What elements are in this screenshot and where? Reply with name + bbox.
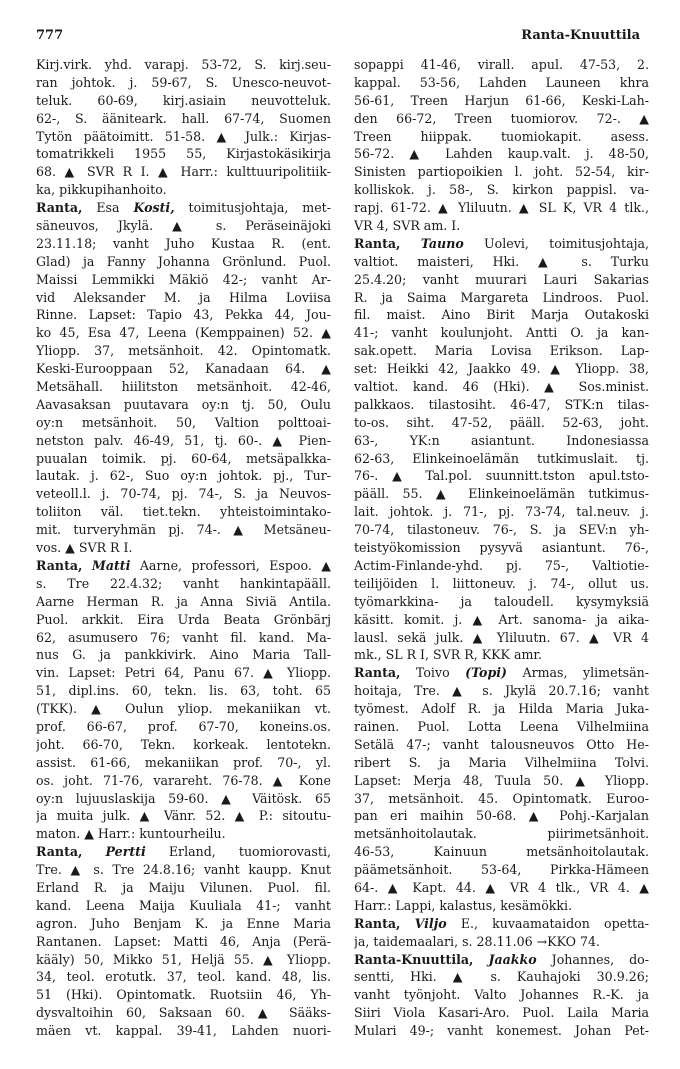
entry-heading-line	[36, 199, 331, 217]
entry-surname: Ranta-Knuuttila,	[354, 951, 474, 967]
text-line	[354, 986, 649, 1004]
text-line	[36, 128, 331, 146]
entry-heading-line	[36, 843, 331, 861]
line-text: Rinne. Lapset: Tapio 43, Pekka 44, Jou-	[36, 307, 331, 323]
text-line	[354, 861, 649, 879]
line-text: den 66-72, Treen tuomiorov. 72-. ▲	[354, 110, 649, 126]
text-line	[354, 700, 649, 718]
line-text: 25.4.20; vanht muurari Lauri Sakarias	[354, 271, 649, 287]
line-text: Erland R. ja Maiju Vilunen. Puol. fil.	[36, 879, 331, 895]
running-head: Ranta-Knuuttila	[521, 28, 640, 43]
text-line	[354, 181, 649, 199]
text-line	[354, 271, 649, 289]
text-line	[36, 915, 331, 933]
line-text: Mulari 49-; vanht konemest. Johan Pet-	[354, 1023, 649, 1039]
text-line	[354, 736, 649, 754]
line-text: 70-74, tilastoneuv. 76-, S. ja SEV:n yh-	[354, 522, 649, 538]
text-line	[36, 289, 331, 307]
line-text: 37, metsänhoit. 45. Opintomatk. Euroo-	[354, 790, 649, 806]
text-line	[36, 450, 331, 468]
line-text: pan eri maihin 50-68. ▲ Pohj.-Karjalan	[354, 808, 649, 824]
text-line	[354, 485, 649, 503]
entry-given-name: Kosti,	[133, 200, 175, 216]
line-text: valtiot. kand. 46 (Hki). ▲ Sos.minist.	[354, 379, 649, 395]
text-line	[36, 861, 331, 879]
line-text: ran johtok. j. 59-67, S. Unesco-neuvot-	[36, 74, 331, 90]
text-line	[354, 575, 649, 593]
line-text: Lapset: Merja 48, Tuula 50. ▲ Yliopp.	[354, 772, 649, 788]
text-line	[354, 646, 649, 664]
line-text: Puol. arkkit. Eira Urda Beata Grönbärj	[36, 611, 331, 627]
line-text	[473, 952, 488, 967]
line-text: ribert S. ja Maria Vilhelmiina Tolvi.	[354, 754, 649, 770]
text-line	[354, 378, 649, 396]
line-text: työmest. Adolf R. ja Hilda Maria Juka-	[354, 701, 649, 717]
text-line	[354, 199, 649, 217]
text-line	[354, 897, 649, 915]
entry-heading-line	[354, 951, 649, 969]
line-text: assist. 61-66, mekaniikan prof. 70-, yl.	[36, 754, 331, 770]
text-line	[354, 342, 649, 360]
text-line	[36, 324, 331, 342]
line-text: ja muita julk. ▲ Vänr. 52. ▲ P.: sitoutu-	[36, 808, 331, 824]
line-text: palkkaos. tilastosiht. 46-47, STK:n tilas-	[354, 396, 649, 412]
line-text: 51 (Hki). Opintomatk. Ruotsiin 46, Yh-	[36, 987, 331, 1003]
text-line	[354, 629, 649, 647]
line-text: netston palv. 46-49, 51, tj. 60-. ▲ Pien-	[36, 432, 331, 448]
text-line	[354, 128, 649, 146]
line-text: rapj. 61-72. ▲ Yliluutn. ▲ SL K, VR 4 tlk.,	[354, 200, 649, 216]
text-line	[354, 414, 649, 432]
text-line	[36, 575, 331, 593]
line-text: sopappi 41-46, virall. apul. 47-53, 2.	[354, 57, 649, 72]
line-text: 56-61, Treen Harjun 61-66, Keski-Lah-	[354, 92, 649, 108]
line-text: kappal. 53-56, Lahden Launeen khra	[354, 74, 649, 90]
line-text: Metsähall. hiilitston metsänhoit. 42-46,	[36, 379, 331, 395]
line-text: 62-, S. ääniteark. hall. 67-74, Suomen	[36, 110, 331, 126]
text-line	[36, 110, 331, 128]
line-text: lait. johtok. j. 71-, pj. 73-74, tal.neuv. j.	[354, 504, 649, 520]
entry-heading-line	[354, 915, 649, 933]
text-line	[354, 843, 649, 861]
line-text: vos. ▲ SVR R I.	[36, 540, 133, 556]
line-text: Actim-Finlande-yhd. pj. 75-, Valtiotie-	[354, 557, 649, 573]
text-line	[354, 825, 649, 843]
text-line	[36, 611, 331, 629]
line-text: teistyökomission pysyvä asiantunt. 76-,	[354, 540, 649, 556]
line-text: vin. Lapset: Petri 64, Panu 67. ▲ Yliopp.	[36, 665, 331, 681]
text-line	[36, 521, 331, 539]
line-text: valtiot. maisteri, Hki. ▲ s. Turku	[354, 253, 649, 269]
entry-surname: Ranta,	[354, 665, 401, 681]
text-line	[354, 879, 649, 897]
line-text: vanht työnjoht. Valto Johannes R.-K. ja	[354, 987, 649, 1003]
text-line	[354, 324, 649, 342]
line-text: Johannes, do-	[536, 951, 649, 967]
text-line	[354, 360, 649, 378]
line-text: Glad) ja Fanny Johanna Grönlund. Puol.	[36, 253, 331, 269]
line-text	[82, 844, 105, 859]
line-text: ka, pikkupihanhoito.	[36, 182, 167, 198]
text-line	[36, 271, 331, 289]
text-line	[354, 1022, 649, 1040]
text-line	[36, 306, 331, 324]
line-text: metsänhoitolautak. piirimetsänhoit.	[354, 826, 649, 842]
line-text: veteoll.l. j. 70-74, pj. 74-, S. ja Neuvos-	[36, 486, 331, 502]
text-line	[354, 557, 649, 575]
line-text: 64-. ▲ Kapt. 44. ▲ VR 4 tlk., VR 4. ▲	[354, 879, 649, 895]
text-line	[36, 1022, 331, 1040]
text-line	[36, 378, 331, 396]
line-text: R. ja Saima Margareta Lindroos. Puol.	[354, 289, 649, 305]
line-text: Keski-Eurooppaan 52, Kanadaan 64. ▲	[36, 361, 331, 377]
text-line	[36, 629, 331, 647]
line-text: tomatrikkeli 1955 55, Kirjastokäsikirja	[36, 146, 331, 162]
entry-heading-line	[36, 557, 331, 575]
entry-surname: Ranta,	[354, 915, 401, 931]
line-text: oy:n lujuuslaskija 59-60. ▲ Väitösk. 65	[36, 790, 331, 806]
line-text: sak.opett. Maria Lovisa Erikson. Lap-	[354, 343, 649, 359]
text-line	[354, 145, 649, 163]
text-line	[36, 360, 331, 378]
text-line	[36, 682, 331, 700]
line-text: Treen hiippak. tuomiokapit. asess.	[354, 128, 649, 144]
entry-given-name: Pertti	[105, 844, 146, 860]
line-text: Erland, tuomiorovasti,	[145, 844, 331, 860]
line-text: Tytön päätoimitt. 51-58. ▲ Julk.: Kirjas-	[36, 128, 331, 144]
entry-surname: Ranta,	[36, 844, 83, 860]
text-line	[36, 718, 331, 736]
line-text: käsitt. komit. j. ▲ Art. sanoma- ja aika-	[354, 611, 649, 627]
text-line	[354, 253, 649, 271]
line-text: set: Heikki 42, Jaakko 49. ▲ Yliopp. 38,	[354, 361, 649, 377]
line-text: Maissi Lemmikki Mäkiö 42-; vanht Ar-	[36, 271, 331, 287]
text-line	[36, 181, 331, 199]
page-header	[36, 28, 640, 46]
entry-surname: Ranta,	[36, 557, 83, 573]
line-text: agron. Juho Benjam K. ja Enne Maria	[36, 915, 331, 931]
entry-heading-line	[354, 664, 649, 682]
entry-surname: Ranta,	[36, 200, 83, 216]
entry-given-name: Jaakko	[488, 951, 537, 967]
text-line	[354, 593, 649, 611]
text-line	[36, 790, 331, 808]
line-text: joht. 66-70, Tekn. korkeak. lentotekn.	[36, 736, 331, 752]
line-text: mk., SL R I, SVR R, KKK amr.	[354, 647, 543, 663]
text-line	[36, 485, 331, 503]
line-text: oy:n metsänhoit. 50, Valtion polttoai-	[36, 414, 331, 430]
text-line	[36, 539, 331, 557]
line-text: 41-; vanht koulunjoht. Antti O. ja kan-	[354, 325, 649, 341]
line-text: prof. 66-67, prof. 67-70, koneins.os.	[36, 718, 331, 734]
line-text: maton. ▲ Harr.: kuntourheilu.	[36, 826, 226, 842]
text-line	[36, 664, 331, 682]
line-text: Uolevi, toimitusjohtaja,	[463, 235, 649, 251]
text-line	[354, 74, 649, 92]
text-line	[354, 772, 649, 790]
line-text: kand. Leena Maija Kuuliala 41-; vanht	[36, 897, 331, 913]
text-line	[36, 467, 331, 485]
text-line	[36, 503, 331, 521]
text-line	[36, 163, 331, 181]
line-text: Rantanen. Lapset: Matti 46, Anja (Perä-	[36, 933, 331, 949]
line-text: to-os. siht. 47-52, pääll. 52-63, joht.	[354, 414, 649, 430]
entry-given-name: Viljo	[414, 915, 447, 931]
line-text: Aavasaksan puutavara oy:n tj. 50, Oulu	[36, 396, 331, 412]
text-line	[36, 593, 331, 611]
text-line	[36, 396, 331, 414]
text-line	[354, 1004, 649, 1022]
line-text: 76-. ▲ Tal.pol. suunnitt.tston apul.tsto-	[354, 468, 649, 484]
line-text: 63-, YK:n asiantunt. Indonesiassa	[354, 432, 649, 448]
line-text: 62-63, Elinkeinoelämän tutkimuslait. tj.	[354, 450, 649, 466]
entry-given-name: Matti	[91, 557, 131, 573]
text-line	[36, 879, 331, 897]
text-line	[36, 1004, 331, 1022]
text-line	[36, 968, 331, 986]
line-text: päämetsänhoit. 53-64, Pirkka-Hämeen	[354, 862, 649, 878]
line-text: lautak. j. 62-, Suo oy:n johtok. pj., Tur-	[36, 468, 331, 484]
text-line	[354, 56, 649, 74]
text-line	[354, 450, 649, 468]
text-line	[354, 163, 649, 181]
line-text: säneuvos, Jkylä. ▲ s. Peräseinäjoki	[36, 218, 331, 234]
text-line	[36, 897, 331, 915]
line-text: Harr.: Lappi, kalastus, kesämökki.	[354, 897, 573, 913]
line-text: rainen. Puol. Lotta Leena Vilhelmiina	[354, 718, 649, 734]
text-line	[36, 253, 331, 271]
text-line	[354, 718, 649, 736]
line-text: sentti, Hki. ▲ s. Kauhajoki 30.9.26;	[354, 969, 649, 985]
page-number: 777	[36, 28, 64, 43]
line-text: ko 45, Esa 47, Leena (Kemppainen) 52. ▲	[36, 325, 331, 341]
line-text: Setälä 47-; vanht talousneuvos Otto He-	[354, 736, 649, 752]
entry-given-name: (Topi)	[465, 665, 507, 681]
line-text: vid Aleksander M. ja Hilma Loviisa	[36, 289, 331, 305]
text-line	[354, 790, 649, 808]
text-line	[36, 951, 331, 969]
line-text: Toivo	[400, 665, 466, 681]
line-text: toimitusjohtaja, met-	[174, 200, 331, 216]
line-text: hoitaja, Tre. ▲ s. Jkylä 20.7.16; vanht	[354, 683, 649, 699]
text-line	[354, 92, 649, 110]
line-text: kääly) 50, Mikko 51, Heljä 55. ▲ Yliopp.	[36, 951, 331, 967]
text-line	[36, 807, 331, 825]
text-line	[354, 503, 649, 521]
line-text: pääll. 55. ▲ Elinkeinoelämän tutkimus-	[354, 486, 649, 502]
line-text: mäen vt. kappal. 39-41, Lahden nuori-	[36, 1023, 331, 1039]
text-line	[36, 432, 331, 450]
line-text: nus G. ja pankkivirk. Aino Maria Tall-	[36, 647, 331, 663]
text-line	[36, 646, 331, 664]
line-text: 23.11.18; vanht Juho Kustaa R. (ent.	[36, 235, 331, 251]
text-line	[36, 217, 331, 235]
text-line	[354, 933, 649, 951]
line-text: 46-53, Kainuun metsänhoitolautak.	[354, 844, 649, 860]
text-line	[354, 682, 649, 700]
line-text	[82, 558, 91, 573]
text-line	[354, 467, 649, 485]
text-line	[354, 289, 649, 307]
text-line	[36, 933, 331, 951]
text-line	[36, 235, 331, 253]
text-line	[354, 521, 649, 539]
line-text: (TKK). ▲ Oulun yliop. mekaniikan vt.	[36, 701, 331, 717]
text-line	[36, 754, 331, 772]
line-text: Aarne, professori, Espoo. ▲	[130, 557, 331, 573]
line-text: Armas, ylimetsän-	[507, 665, 649, 681]
line-text: os. joht. 71-76, varareht. 76-78. ▲ Kone	[36, 772, 331, 788]
line-text: lausl. sekä julk. ▲ Yliluutn. 67. ▲ VR 4	[354, 629, 649, 645]
text-line	[36, 414, 331, 432]
text-line	[36, 342, 331, 360]
line-text: s. Tre 22.4.32; vanht hankintapääll.	[36, 575, 331, 591]
text-line	[36, 74, 331, 92]
entry-surname: Ranta,	[354, 235, 401, 251]
line-text: 34, teol. erotutk. 37, teol. kand. 48, lis.	[36, 969, 331, 985]
entry-heading-line	[354, 235, 649, 253]
text-line	[36, 700, 331, 718]
text-line	[36, 825, 331, 843]
text-line	[354, 396, 649, 414]
text-line	[354, 754, 649, 772]
line-text: VR 4, SVR am. I.	[354, 218, 461, 234]
text-line	[36, 56, 331, 74]
line-text: työmarkkina- ja taloudell. kysymyksiä	[354, 593, 649, 609]
line-text: fil. maist. Aino Birit Marja Outakoski	[354, 307, 649, 323]
text-line	[354, 110, 649, 128]
line-text	[400, 236, 420, 251]
left-column	[36, 56, 331, 1040]
text-line	[36, 772, 331, 790]
right-column	[354, 56, 649, 1040]
line-text: 56-72. ▲ Lahden kaup.valt. j. 48-50,	[354, 146, 649, 162]
line-text: Aarne Herman R. ja Anna Siviä Antila.	[36, 593, 331, 609]
line-text: Kirj.virk. yhd. varapj. 53-72, S. kirj.seu-	[36, 57, 331, 72]
text-line	[354, 539, 649, 557]
line-text: ja, taidemaalari, s. 28.11.06 →KKO 74.	[354, 933, 601, 949]
line-text: kolliskok. j. 58-, S. kirkon pappisl. va-	[354, 182, 649, 198]
line-text: 51, dipl.ins. 60, tekn. lis. 63, toht. 65	[36, 683, 331, 699]
text-line	[36, 92, 331, 110]
line-text: dysvaltoihin 60, Saksaan 60. ▲ Sääks-	[36, 1005, 331, 1021]
line-text: Sinisten partiopoikien l. joht. 52-54, kir-	[354, 164, 649, 180]
text-line	[36, 145, 331, 163]
text-line	[354, 306, 649, 324]
line-text: teilijöiden l. liittoneuv. j. 74-, ollut us.	[354, 575, 649, 591]
entry-given-name: Tauno	[420, 235, 464, 251]
line-text: Yliopp. 37, metsänhoit. 42. Opintomatk.	[36, 343, 331, 359]
text-line	[354, 432, 649, 450]
line-text: E., kuvaamataidon opetta-	[446, 915, 649, 931]
text-line	[354, 968, 649, 986]
line-text: Tre. ▲ s. Tre 24.8.16; vanht kaupp. Knut	[36, 862, 331, 878]
line-text: mit. turveryhmän pj. 74-. ▲ Metsäneu-	[36, 522, 331, 538]
text-line	[36, 986, 331, 1004]
text-line	[354, 611, 649, 629]
text-line	[354, 807, 649, 825]
text-line	[354, 217, 649, 235]
line-text: puualan toimik. pj. 60-64, metsäpalkka-	[36, 450, 331, 466]
line-text	[400, 916, 414, 931]
text-line	[36, 736, 331, 754]
line-text: 68. ▲ SVR R I. ▲ Harr.: kulttuuripolitiik-	[36, 164, 331, 180]
line-text: Siiri Viola Kasari-Aro. Puol. Laila Maria	[354, 1005, 649, 1021]
line-text: toliiton väl. tiet.tekn. yhteistoimintako-	[36, 504, 331, 520]
line-text: 62, asumusero 76; vanht fil. kand. Ma-	[36, 629, 331, 645]
line-text: teluk. 60-69, kirj.asiain neuvotteluk.	[36, 92, 331, 108]
line-text: Esa	[82, 200, 134, 216]
